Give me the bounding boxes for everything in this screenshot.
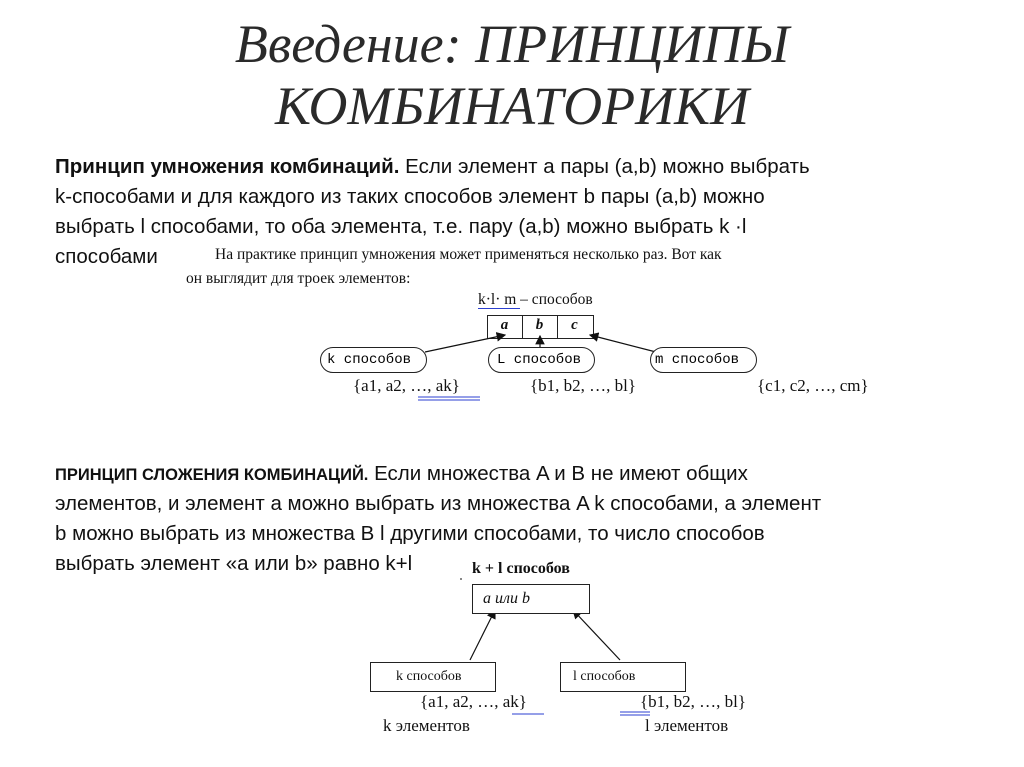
add-line-1-rest: Если множества A и B не имеют общих xyxy=(374,462,748,485)
arrow-right-box-to-center xyxy=(573,610,620,660)
left-box-label: k способов xyxy=(396,669,462,684)
inset-1-line-2: он выглядит для троек элементов: xyxy=(186,270,411,287)
set-b-elements: {b1, b2, …, bl} xyxy=(530,376,637,395)
arrow-left-box-to-center xyxy=(470,610,495,660)
add-line-1 xyxy=(55,459,748,490)
diagram-1-top-label: k·l· m – способов xyxy=(478,291,593,308)
diagram-2-count-a: k элементов xyxy=(383,716,470,735)
add-line-2: элементов, и элемент a можно выбрать из множества A k способами, а элемент xyxy=(55,492,822,515)
mult-heading: Принцип умножения комбинаций. xyxy=(55,155,400,178)
center-box-label: a или b xyxy=(483,590,530,607)
right-box-label: l способов xyxy=(573,669,636,684)
diagram-2-set-b: {b1, b2, …, bl} xyxy=(640,692,747,711)
diagram-2-set-a: {a1, a2, …, ak} xyxy=(420,692,527,711)
pill-k-label: k способов xyxy=(327,352,412,368)
add-line-4: выбрать элемент «a или b» равно k+l xyxy=(55,552,413,575)
diagram-1-cell-b: b xyxy=(535,317,544,333)
diagram-2-center-box xyxy=(472,584,590,614)
diagram-1-cell-c: c xyxy=(571,317,578,333)
pill-k-ways xyxy=(320,347,427,373)
pill-m-label: m способов xyxy=(655,352,740,368)
diagram-2-top-label: k + l способов xyxy=(472,560,570,577)
arrow-m-to-c xyxy=(590,335,656,352)
inset-1-line-1: На практике принцип умножения может применяться несколько раз. Вот как xyxy=(215,246,722,263)
mult-line-1-rest: Если элемент a пары (a,b) можно выбрать xyxy=(405,155,810,178)
mult-line-2: k-способами и для каждого из таких способов элемент b пары (a,b) можно xyxy=(55,185,765,208)
set-c-elements: {c1, c2, …, cm} xyxy=(757,376,869,395)
add-line-3: b можно выбрать из множества B l другими способами, то число способов xyxy=(55,522,765,545)
diagram-2-count-b: l элементов xyxy=(645,716,729,735)
add-heading: ПРИНЦИП СЛОЖЕНИЯ КОМБИНАЦИЙ. xyxy=(55,466,369,484)
diagram-2-right-box xyxy=(560,662,686,692)
mult-line-3: выбрать l способами, то оба элемента, т.е. пару (a,b) можно выбрать k ·l xyxy=(55,215,747,238)
diagram-1-cell-a: a xyxy=(500,317,509,333)
slide-title-line-2: КОМБИНАТОРИКИ xyxy=(275,76,749,136)
mult-line-4: способами xyxy=(55,245,158,268)
diagram-2-left-box xyxy=(370,662,496,692)
pill-l-ways xyxy=(488,347,595,373)
set-a-elements: {a1, a2, …, ak} xyxy=(353,376,460,395)
pill-m-ways xyxy=(650,347,757,373)
slide-title-line-1: Введение: ПРИНЦИПЫ xyxy=(234,14,790,74)
pill-l-label: L способов xyxy=(497,352,582,368)
